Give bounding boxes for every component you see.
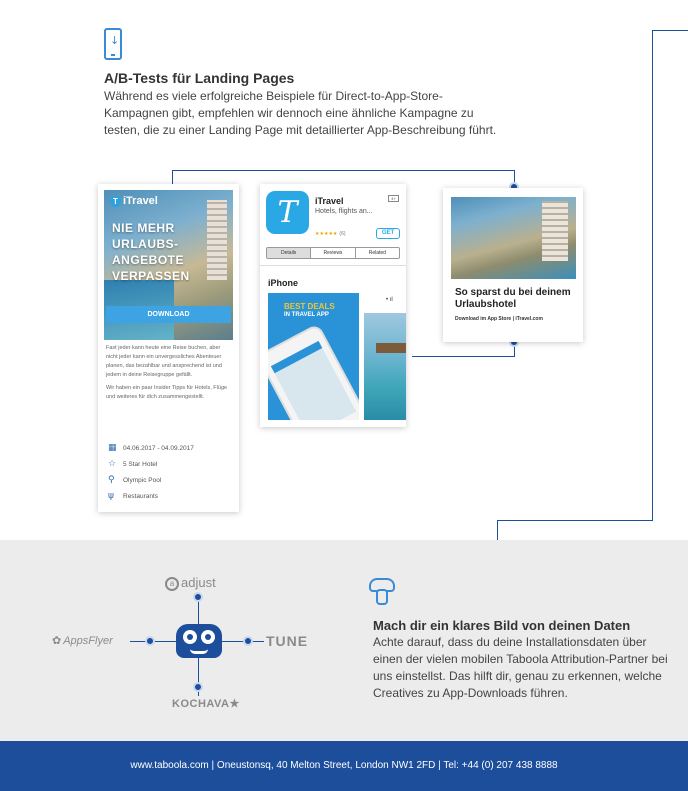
landing-body xyxy=(106,344,232,406)
footer-bar: www.taboola.com | Oneustonsq, 40 Melton Street, London NW1 2FD | Tel: +44 (0) 207 438 8888 xyxy=(0,741,688,791)
landing-paragraph: Wir haben ein paar Insider Tipps für Hotels, Flüge und weiteres für dich zusammengestellt. xyxy=(106,385,228,400)
status-bar-icon: • ıl xyxy=(386,297,393,303)
tab-related[interactable]: Related xyxy=(355,248,399,258)
appsflyer-logo: ✿ AppsFlyer xyxy=(52,634,113,647)
itravel-logo-icon: T xyxy=(110,196,121,207)
tab-reviews[interactable]: Reviews xyxy=(310,248,354,258)
meta-restaurants: ψ Restaurants xyxy=(108,491,159,501)
connector-dot xyxy=(243,636,253,646)
connector-line xyxy=(412,356,515,357)
teaser-image xyxy=(451,197,576,279)
screenshot-deals-text: BEST DEALS xyxy=(284,302,335,311)
data-section-title: Mach dir ein klares Bild von deinen Daten xyxy=(373,618,631,633)
connector-line xyxy=(652,30,653,520)
appsflyer-icon: ✿ xyxy=(52,634,62,647)
screenshot-travel-text: IN TRAVEL APP xyxy=(284,312,329,318)
calendar-icon: ▦ xyxy=(108,443,117,453)
appstore-tabs xyxy=(266,247,400,259)
star-icon: ☆ xyxy=(108,459,117,469)
connector-line xyxy=(172,170,173,185)
connector-line xyxy=(172,170,514,171)
cutlery-icon: ψ xyxy=(108,491,114,501)
ab-section-text: Während es viele erfolgreiche Beispiele für Direct-to-App-Store-Kampagnen gibt, empfehlen wir dennoch eine ähnliche Kampagne zu testen, die zu einer Landing Page mit detaillierter App-Beschreibung führt. xyxy=(104,89,497,137)
app-name: iTravel xyxy=(315,196,344,206)
app-icon[interactable]: T xyxy=(266,191,309,234)
umbrella-icon: ⚲ xyxy=(108,475,115,485)
app-subtitle: Hotels, flights an... xyxy=(315,208,373,215)
app-screenshot xyxy=(268,293,359,420)
phone-download-icon: ↓ xyxy=(104,28,122,60)
landing-paragraph: Fast jeder kann heute eine Reise buchen, aber nicht jeder kann ein unvergessliches Abenteuer planen, das bezahlbar und ansprechend ist und jedem in deine Reisegruppe gefällt. xyxy=(106,345,222,378)
meta-date: ▦ 04.06.2017 - 04.09.2017 xyxy=(108,443,194,453)
landing-page-card xyxy=(98,184,239,512)
cloud-database-icon xyxy=(369,578,395,606)
connector-line xyxy=(652,30,688,31)
download-button[interactable]: DOWNLOAD xyxy=(106,306,231,323)
teaser-source: Download im App Store | iTravel.com xyxy=(455,316,543,322)
data-section-text: Achte darauf, dass du deine Installationsdaten über einen der vielen mobilen Taboola Attribution-Partner bei uns einstellst. Das hilft dir, genau zu erkennen, welche Creatives zu App-Downloads führen. xyxy=(373,635,668,700)
ab-section-title: A/B-Tests für Landing Pages xyxy=(104,70,295,86)
connector-dot xyxy=(145,636,155,646)
adjust-logo: a adjust xyxy=(165,575,216,591)
age-rating-badge: 4+ xyxy=(388,195,399,202)
app-screenshot xyxy=(364,293,406,420)
rating-stars: ★★★★★ (6) xyxy=(315,231,346,237)
tab-details[interactable]: Details xyxy=(267,248,310,258)
connector-dot xyxy=(193,682,203,692)
kochava-logo: KOCHAVA★ xyxy=(172,698,240,710)
adjust-icon: a xyxy=(165,577,179,591)
connector-dot xyxy=(193,592,203,602)
divider xyxy=(260,265,406,266)
connector-line xyxy=(497,520,653,521)
meta-hotel: ☆ 5 Star Hotel xyxy=(108,459,158,469)
taboola-hub-icon xyxy=(176,624,222,658)
meta-pool: ⚲ Olympic Pool xyxy=(108,475,162,485)
app-store-card xyxy=(260,184,406,427)
device-label: iPhone xyxy=(268,278,299,288)
itravel-logo: T iTravel xyxy=(110,195,158,207)
teaser-card[interactable] xyxy=(443,188,583,342)
teaser-title: So sparst du bei deinem Urlaubshotel xyxy=(455,287,571,310)
get-button[interactable]: GET xyxy=(376,228,400,239)
tune-logo: TUNE xyxy=(266,633,309,649)
phone-mockup xyxy=(268,323,359,420)
landing-headline: NIE MEHR URLAUBS-ANGEBOTE VERPASSEN xyxy=(112,221,190,283)
